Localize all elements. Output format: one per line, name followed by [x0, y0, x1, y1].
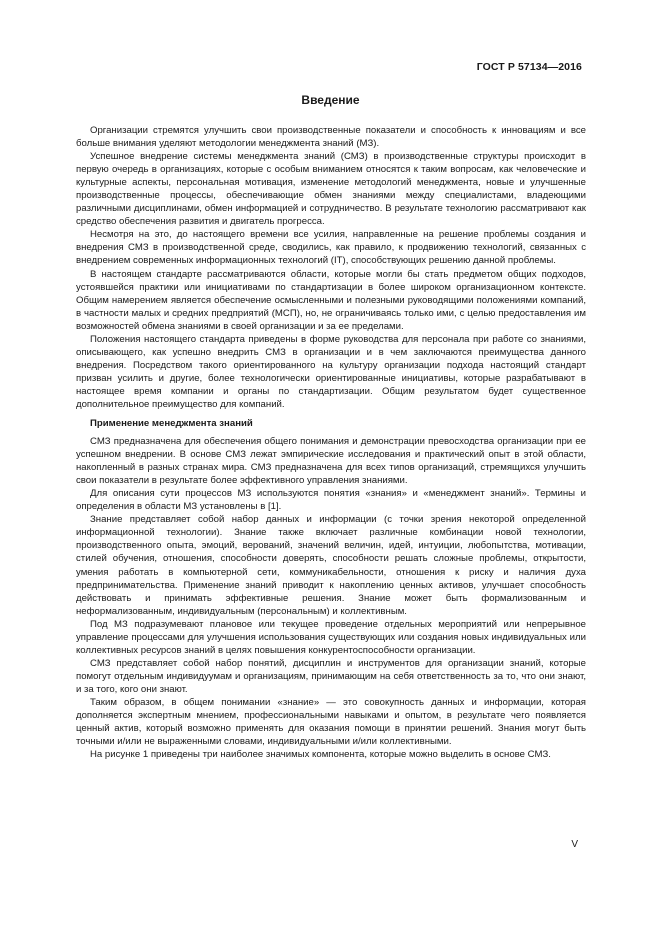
intro-paragraph: Несмотря на это, до настоящего времени все усилия, направленные на решение проблемы создания и внедрения СМЗ в производственной среде, сводились, как правило, к продвижению технологий, связанных с внедрением современных информационных технологий (IT), способствующих решению данной проблемы.: [76, 229, 586, 267]
document-body: [76, 124, 586, 761]
section-paragraph: Таким образом, в общем понимании «знание» — это совокупность данных и информации, которая дополняется экспертным мнением, профессиональными навыками и опытом, в результате чего появляется ценный актив, который возможно применять для оказания помощи в принятии решений. Знания могут быть точными и/или не выраженными словами, индивидуальными и/или коллективными.: [76, 696, 586, 748]
section-paragraph: На рисунке 1 приведены три наиболее значимых компонента, которые можно выделить в основе СМЗ.: [90, 749, 551, 761]
document-code: ГОСТ Р 57134—2016: [476, 61, 582, 73]
intro-paragraph: Успешное внедрение системы менеджмента знаний (СМЗ) в производственные структуры происходит в первую очередь в организациях, которые с особым вниманием относятся к таким вопросам, как человеческие и культурные аспекты, персональная мотивация, изменение методологий менеджмента, новые и улучшенные производственные процессы, обеспечивающие обмен знаниями между специалистами, владеющими различными дисциплинами, обмен информацией и сотрудничество. В результате технологию рассматривают как средство обеспечения развития и двигатель прогресса.: [76, 151, 586, 228]
page-title: Введение: [301, 93, 360, 107]
section-paragraph: СМЗ представляет собой набор понятий, дисциплин и инструментов для организации знаний, которые помогут отдельным индивидуумам и организациям, принимающим на себя ответственность за то, что они знают, и за того, кого они знают.: [76, 657, 586, 695]
section-paragraph: Для описания сути процессов МЗ используются понятия «знания» и «менеджмент знаний». Термины и определения в области МЗ установлены в [1].: [76, 488, 586, 513]
intro-paragraph: Организации стремятся улучшить свои производственные показатели и способность к инновациям и все больше внимания уделяют методологии менеджмента знаний (МЗ).: [76, 125, 586, 150]
section-heading: Применение менеджмента знаний: [90, 418, 253, 430]
section-paragraph: Знание представляет собой набор данных и информации (с точки зрения некоторой определенной информационной технологии). Знание также включает различные комбинации новой технологии, производственного опыта, эмоций, верований, значений величин, идей, интуиции, любопытства, мотивации, стилей обучения, отношения, способности доверять, способности решать сложные проблемы, открытости, умения работать в компьютерной сети, коммуникабельности, отношения к риску и наличия духа предпринимательства. Применение знаний приводит к накоплению ценных активов, улучшает способность действовать и принимать эффективные решения. Знание может быть формализованным и неформализованным, индивидуальным (персональным) и коллективным.: [76, 514, 586, 617]
section-paragraph: СМЗ предназначена для обеспечения общего понимания и демонстрации превосходства организации при ее успешном внедрении. В основе СМЗ лежат эмпирические исследования и практический опыт в этой области, накопленный в разных странах мира. СМЗ предназначена для всех типов организаций, стремящихся улучшить свои показатели в результате более эффективного управления знаниями.: [76, 436, 586, 487]
page-number: V: [571, 839, 578, 850]
intro-paragraph: Положения настоящего стандарта приведены в форме руководства для персонала при работе со знаниями, описывающего, как успешно внедрить СМЗ в организации и в чем заключаются преимущества данного внедрения. Посредством такого ориентированного на культуру организации подхода настоящий стандарт призван усилить и другие, более технологически ориентированные инициативы, которые разрабатывают в настоящее время компании и органы по стандартизации. Общим результатом будет существенное дополнительное преимущество для компаний.: [76, 333, 586, 410]
intro-paragraph: В настоящем стандарте рассматриваются области, которые могли бы стать предметом общих подходов, устоявшейся практики или инициативами по стандартизации в более широком организационном контексте. Общим намерением является обеспечение осмысленными и полезными руководящими положениями компаний, в частности малых и средних предприятий (МСП), но, не ограничиваясь только ими, с целью предоставления им возможностей обмена знаниями в своей организации и за ее пределами.: [76, 268, 586, 332]
section-paragraph: Под МЗ подразумевают плановое или текущее проведение отдельных мероприятий или непрерывное управление процессами для улучшения использования существующих или создания новых индивидуальных или коллективных ресурсов знаний в целях повышения конкурентоспособности организации.: [76, 618, 586, 656]
